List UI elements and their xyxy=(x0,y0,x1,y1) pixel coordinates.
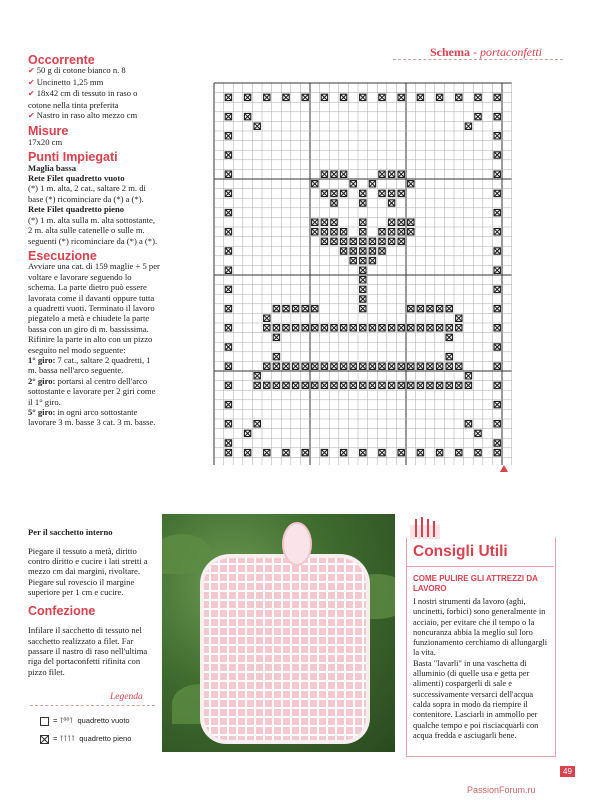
header-subtitle: portaconfetti xyxy=(480,45,542,59)
filled-cell xyxy=(225,401,231,407)
filled-cell xyxy=(427,382,433,388)
sacchetto-title: Per il sacchetto interno xyxy=(28,526,113,537)
filled-cell xyxy=(244,449,250,455)
filled-cell xyxy=(436,363,442,369)
filled-cell xyxy=(225,449,231,455)
filled-cell xyxy=(494,171,500,177)
punto-pieno-text: (*) 1 m. alta sulla m. alta sottostante, 2 m. alta sulle catenelle o sulle m. seguenti (*) ricominciare da (*) a (*). xyxy=(28,214,158,246)
filled-cell xyxy=(340,449,346,455)
filled-cell xyxy=(273,334,279,340)
filled-cell xyxy=(388,325,394,331)
filled-cell xyxy=(340,238,346,244)
filled-cell xyxy=(398,190,404,196)
filled-cell xyxy=(494,133,500,139)
filled-cell xyxy=(494,449,500,455)
filled-cell xyxy=(475,430,481,436)
filled-cell xyxy=(379,94,385,100)
filled-cell xyxy=(379,325,385,331)
filled-cell xyxy=(417,449,423,455)
filled-cell xyxy=(360,94,366,100)
legend-row-pieno xyxy=(40,734,131,744)
filled-cell xyxy=(273,353,279,359)
filled-cell xyxy=(494,229,500,235)
legend-label-pieno: quadretto pieno xyxy=(79,734,132,743)
legend-divider xyxy=(30,705,155,706)
filled-cell xyxy=(388,200,394,206)
filled-cell xyxy=(225,152,231,158)
list-item: ✔ Uncinetto 1,25 mm xyxy=(28,76,104,87)
filled-cell xyxy=(312,325,318,331)
legend-label-vuoto: quadretto vuoto xyxy=(77,716,130,725)
filled-cell xyxy=(465,421,471,427)
check-icon: ✔ xyxy=(28,66,35,76)
filled-cell xyxy=(225,325,231,331)
filled-cell xyxy=(312,305,318,311)
filled-cell xyxy=(465,373,471,379)
filled-cell xyxy=(398,94,404,100)
filled-cell xyxy=(340,363,346,369)
filled-cell xyxy=(360,277,366,283)
filled-cell xyxy=(331,382,337,388)
punti-title: Punti Impiegati xyxy=(28,150,118,165)
filled-cell xyxy=(225,363,231,369)
legend-symbol-pieno: = ⊺⊺⊺⊺ xyxy=(53,734,76,743)
filled-cell xyxy=(456,382,462,388)
filled-cell xyxy=(360,219,366,225)
filled-cell xyxy=(360,229,366,235)
left-column xyxy=(28,55,160,428)
filled-cell xyxy=(360,363,366,369)
filled-cell xyxy=(494,286,500,292)
crochet-hooks-icon xyxy=(410,517,440,539)
filled-cell xyxy=(388,382,394,388)
filled-cell xyxy=(244,430,250,436)
filled-cell xyxy=(388,171,394,177)
filled-cell xyxy=(225,344,231,350)
filled-cell xyxy=(360,190,366,196)
filled-cell xyxy=(225,171,231,177)
check-icon: ✔ xyxy=(28,89,35,99)
filled-cell xyxy=(283,449,289,455)
filled-cell xyxy=(254,373,260,379)
filled-cell xyxy=(379,238,385,244)
filled-cell xyxy=(379,171,385,177)
filled-cell xyxy=(273,382,279,388)
photo-portaconfetti xyxy=(162,514,395,752)
filled-cell xyxy=(340,190,346,196)
empty-square-icon xyxy=(40,717,49,726)
chart-marker-icon xyxy=(500,465,508,472)
occorrente-list xyxy=(28,65,160,121)
filled-cell xyxy=(321,219,327,225)
filled-cell xyxy=(331,171,337,177)
filled-cell xyxy=(292,325,298,331)
filled-cell xyxy=(369,257,375,263)
filled-cell xyxy=(379,382,385,388)
filled-cell xyxy=(340,382,346,388)
header-title: Schema xyxy=(430,45,470,59)
filled-cell xyxy=(398,363,404,369)
filled-cell xyxy=(321,325,327,331)
filled-cell xyxy=(321,238,327,244)
filled-cell xyxy=(417,305,423,311)
filled-cell xyxy=(225,267,231,273)
filled-cell xyxy=(379,363,385,369)
filled-cell xyxy=(283,94,289,100)
filled-cell xyxy=(331,238,337,244)
filled-cell xyxy=(244,113,250,119)
legend-row-vuoto xyxy=(40,716,130,726)
filled-cell xyxy=(331,219,337,225)
filled-cell xyxy=(475,94,481,100)
filled-cell xyxy=(331,363,337,369)
filled-cell xyxy=(244,94,250,100)
filled-cell xyxy=(494,382,500,388)
filled-cell xyxy=(379,190,385,196)
filled-cell xyxy=(302,363,308,369)
filled-cell xyxy=(321,229,327,235)
filled-cell xyxy=(446,305,452,311)
filled-cell xyxy=(360,382,366,388)
filled-cell xyxy=(302,382,308,388)
filled-cell xyxy=(446,363,452,369)
filled-cell xyxy=(417,94,423,100)
header-separator: - xyxy=(470,45,480,59)
filled-cell xyxy=(360,325,366,331)
filled-cell xyxy=(369,325,375,331)
filled-cell xyxy=(494,94,500,100)
filled-cell xyxy=(225,209,231,215)
filled-cell xyxy=(360,449,366,455)
consigli-paragraph-1: I nostri strumenti da lavoro (aghi, uncinetti, forbici) sono generalmente in acciaio, per evitare che il tempo o la noncuranza abbia la meglio sul loro funzionamento cerchiamo di allungargli la vita. xyxy=(413,597,548,658)
filled-cell xyxy=(398,382,404,388)
filled-cell xyxy=(321,449,327,455)
filled-cell xyxy=(398,171,404,177)
filled-cell xyxy=(225,133,231,139)
filled-cell xyxy=(427,363,433,369)
filled-cell xyxy=(321,94,327,100)
filled-cell xyxy=(225,113,231,119)
list-item: ✔ 18x42 cm di tessuto in raso o cotone nella tinta preferita xyxy=(28,88,138,110)
occorrente-title: Occorrente xyxy=(28,53,95,67)
filled-cell xyxy=(446,353,452,359)
giro-1: 1° giro: 7 cat., saltare 2 quadretti, 1 m. bassa nell'arco seguente. xyxy=(28,354,151,376)
filled-cell xyxy=(225,94,231,100)
page-number: 49 xyxy=(560,766,575,777)
filled-cell xyxy=(494,325,500,331)
filled-cell xyxy=(350,325,356,331)
confezione-text: Infilare il sacchetto di tessuto nel sacchetto realizzato a filet. Far passare il nastro di raso nell'ultima riga del portaconfetti rifinita con pizzo filet. xyxy=(28,625,148,677)
filled-cell xyxy=(456,325,462,331)
filet-grid xyxy=(213,82,513,465)
filled-cell xyxy=(408,363,414,369)
filled-cell xyxy=(254,421,260,427)
filled-cell xyxy=(494,248,500,254)
filled-cell xyxy=(494,344,500,350)
filled-cell xyxy=(436,94,442,100)
giro-2: 2° giro: portarsi al centro dell'arco sottostante e lavorare per 2 giri come il 1° giro. xyxy=(28,375,156,407)
filled-cell xyxy=(292,382,298,388)
punto-vuoto-title: Rete Filet quadretto vuoto xyxy=(28,173,125,184)
filled-cell xyxy=(331,325,337,331)
consigli-divider xyxy=(406,566,554,567)
filled-cell xyxy=(398,449,404,455)
filled-cell xyxy=(350,181,356,187)
filled-cell xyxy=(369,382,375,388)
filled-cell xyxy=(254,123,260,129)
filled-cell xyxy=(436,305,442,311)
filled-cell xyxy=(350,382,356,388)
filled-cell xyxy=(379,229,385,235)
filled-cell xyxy=(494,440,500,446)
filled-cell xyxy=(494,152,500,158)
legend-title: Legenda xyxy=(110,692,143,702)
filled-cell xyxy=(283,382,289,388)
list-item: ✔ 50 g di cotone bianco n. 8 xyxy=(28,65,126,76)
giro-5: 5° giro: in ogni arco sottostante lavorare 3 m. basse 3 cat. 3 m. basse. xyxy=(28,407,156,428)
filled-cell xyxy=(321,382,327,388)
legend-symbol-vuoto: = ⊺⁰⁰⊺ xyxy=(53,716,74,725)
filled-cell xyxy=(225,248,231,254)
filled-cell xyxy=(379,248,385,254)
filled-cell xyxy=(360,248,366,254)
filled-cell xyxy=(302,94,308,100)
filled-cell xyxy=(254,382,260,388)
filled-cell xyxy=(494,363,500,369)
filled-cell xyxy=(331,229,337,235)
filled-cell xyxy=(225,421,231,427)
filled-cell xyxy=(398,238,404,244)
filled-cell xyxy=(494,190,500,196)
filled-cell xyxy=(264,325,270,331)
filled-cell xyxy=(273,325,279,331)
filled-cell xyxy=(225,440,231,446)
check-icon: ✔ xyxy=(28,77,35,87)
filled-cell xyxy=(494,401,500,407)
filled-cell xyxy=(340,248,346,254)
filled-cell xyxy=(360,267,366,273)
filled-cell xyxy=(283,363,289,369)
filled-cell xyxy=(312,363,318,369)
consigli-paragraph-2: Basta "lavarli" in una vaschetta di alluminio (di quelle usa e getta per alimenti) cospargerli di sale e successivamente versarci dell'acqua calda sopra in modo da riempire il contenitore. Lasciarli in ammollo per qualche tempo e poi risciacquarli con acqua fredda e asciugarli bene. xyxy=(413,658,539,740)
filled-cell xyxy=(264,449,270,455)
filled-cell xyxy=(398,229,404,235)
filled-cell xyxy=(456,94,462,100)
filled-cell xyxy=(321,190,327,196)
check-icon: ✔ xyxy=(28,111,35,121)
filled-cell xyxy=(398,219,404,225)
filled-cell xyxy=(225,286,231,292)
punto-maglia-bassa: Maglia bassa xyxy=(28,162,76,173)
filled-cell xyxy=(427,305,433,311)
filled-cell xyxy=(264,382,270,388)
filled-cell xyxy=(292,363,298,369)
filled-cell xyxy=(350,238,356,244)
filled-cell xyxy=(436,325,442,331)
filled-cell xyxy=(360,257,366,263)
consigli-body xyxy=(413,597,551,741)
filled-cell xyxy=(408,219,414,225)
filled-cell xyxy=(408,181,414,187)
filled-cell xyxy=(283,305,289,311)
filled-cell xyxy=(408,305,414,311)
filled-cell xyxy=(494,421,500,427)
filled-cell xyxy=(446,382,452,388)
filled-cell xyxy=(283,325,289,331)
esecuzione-title: Esecuzione xyxy=(28,248,97,263)
filled-cell xyxy=(340,171,346,177)
consigli-title: Consigli Utili xyxy=(413,543,508,560)
filled-cell xyxy=(264,315,270,321)
filled-cell xyxy=(369,248,375,254)
filled-cell xyxy=(465,382,471,388)
filled-cell xyxy=(225,305,231,311)
filled-cell xyxy=(446,334,452,340)
filled-cell xyxy=(369,238,375,244)
filled-cell xyxy=(436,449,442,455)
filled-cell xyxy=(273,305,279,311)
filled-cell xyxy=(225,382,231,388)
consigli-subtitle: COME PULIRE GLI ATTREZZI DA LAVORO xyxy=(413,574,538,593)
filled-cell xyxy=(494,209,500,215)
esecuzione-text: Avviare una cat. di 159 maglie + 5 per voltare e lavorare seguendo lo schema. La parte dietro può essere lavorata come il davanti oppure tutta a quadretti vuoti. Terminato il lavoro piegatelo a metà e chiudete la parte bassa con un giro di m. bassissima. Rifinire la parte in alto con un pizzo eseguito nel modo seguente: xyxy=(28,261,160,355)
filled-cell xyxy=(340,325,346,331)
filled-cell xyxy=(456,315,462,321)
filled-cell xyxy=(417,382,423,388)
filled-cell xyxy=(408,382,414,388)
filled-cell xyxy=(388,238,394,244)
filled-cell xyxy=(302,449,308,455)
left-column-lower xyxy=(28,518,160,686)
filled-cell xyxy=(264,363,270,369)
filled-cell xyxy=(360,200,366,206)
crochet-bag xyxy=(200,554,370,744)
confezione-title: Confezione xyxy=(28,604,96,619)
filled-cell xyxy=(292,305,298,311)
filled-cell xyxy=(360,305,366,311)
filled-cell xyxy=(312,229,318,235)
filled-cell xyxy=(360,296,366,302)
filled-cell xyxy=(388,190,394,196)
filled-cell xyxy=(494,267,500,273)
filled-cell xyxy=(436,382,442,388)
filled-cell xyxy=(302,305,308,311)
filled-cell xyxy=(417,363,423,369)
filled-cell xyxy=(360,238,366,244)
filled-cell xyxy=(446,325,452,331)
filled-cell xyxy=(331,190,337,196)
filled-cell xyxy=(331,200,337,206)
list-item: ✔ Nastro in raso alto mezzo cm xyxy=(28,110,138,121)
filled-cell xyxy=(475,113,481,119)
misure-value: 17x20 cm xyxy=(28,136,63,147)
filet-pattern-chart xyxy=(213,82,513,470)
filled-cell xyxy=(408,229,414,235)
filled-cell xyxy=(398,325,404,331)
filled-cell xyxy=(312,219,318,225)
page-header xyxy=(430,45,542,60)
watermark: PassionForum.ru xyxy=(467,785,536,795)
filled-cell xyxy=(225,190,231,196)
punto-vuoto-text: (*) 1 m. alta, 2 cat., saltare 2 m. di base (*) ricominciare da (*) a (*). xyxy=(28,183,146,204)
filled-cell xyxy=(494,113,500,119)
filled-cell xyxy=(465,123,471,129)
filled-cell xyxy=(312,382,318,388)
filled-cell xyxy=(427,325,433,331)
filled-square-icon xyxy=(40,735,49,744)
filled-cell xyxy=(494,305,500,311)
filled-cell xyxy=(350,363,356,369)
filled-cell xyxy=(350,248,356,254)
filled-cell xyxy=(408,325,414,331)
filled-cell xyxy=(321,171,327,177)
filled-cell xyxy=(388,219,394,225)
misure-title: Misure xyxy=(28,124,69,139)
filled-cell xyxy=(225,229,231,235)
filled-cell xyxy=(312,181,318,187)
filled-cell xyxy=(350,257,356,263)
filled-cell xyxy=(302,325,308,331)
filled-cell xyxy=(321,363,327,369)
ribbon-bow xyxy=(282,522,312,566)
filled-cell xyxy=(340,94,346,100)
filled-cell xyxy=(360,286,366,292)
filled-cell xyxy=(264,94,270,100)
punto-pieno-title: Rete Filet quadretto pieno xyxy=(28,204,125,215)
filled-cell xyxy=(456,363,462,369)
sacchetto-text: Piegare il tessuto a metà, diritto contro diritto e cucire i lati stretti a mezzo cm dai margini, rivoltare. Piegare sul rovescio il margine superiore per 1 cm e cucire. xyxy=(28,545,148,598)
filled-cell xyxy=(388,363,394,369)
filled-cell xyxy=(475,449,481,455)
filled-cell xyxy=(369,181,375,187)
filled-cell xyxy=(417,325,423,331)
filled-cell xyxy=(388,229,394,235)
filled-cell xyxy=(369,363,375,369)
filled-cell xyxy=(273,363,279,369)
filled-cell xyxy=(456,449,462,455)
filled-cell xyxy=(340,229,346,235)
filled-cell xyxy=(379,449,385,455)
